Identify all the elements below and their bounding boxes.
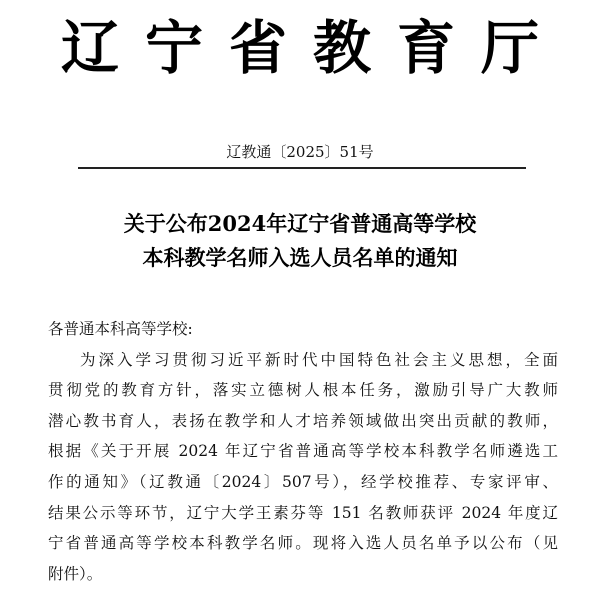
body-paragraph (48, 345, 558, 590)
body-line-5: 作的通知》（辽教通〔2024〕507号），经学校推荐、专家评审、 (48, 472, 558, 491)
document-number: 辽教通〔2025〕51号 (226, 143, 374, 161)
body-line-3: 潜心教书育人，表扬在教学和人才培养领域做出突出贡献的教师， (48, 411, 558, 430)
document-title-line-2: 本科教学名师入选人员名单的通知 (142, 245, 458, 270)
header-divider (78, 167, 526, 169)
document-title (0, 207, 600, 275)
document-title-line-1: 关于公布2024年辽宁省普通高等学校 (123, 211, 477, 236)
salutation: 各普通本科高等学校: (48, 320, 193, 338)
body-line-2: 贯彻党的教育方针，落实立德树人根本任务，激励引导广大教师 (48, 381, 558, 400)
issuing-authority-header: 辽宁省教育厅 (60, 14, 565, 82)
document-body (48, 314, 558, 589)
body-line-7: 宁省普通高等学校本科教学名师。现将入选人员名单予以公布（见 (48, 534, 558, 553)
body-line-4: 根据《关于开展 2024 年辽宁省普通高等学校本科教学名师遴选工 (48, 442, 558, 461)
body-line-8: 附件）。 (48, 564, 103, 583)
body-line-6: 结果公示等环节，辽宁大学王素芬等 151 名教师获评 2024 年度辽 (48, 503, 558, 522)
body-line-1: 为深入学习贯彻习近平新时代中国特色社会主义思想，全面 (80, 350, 558, 369)
